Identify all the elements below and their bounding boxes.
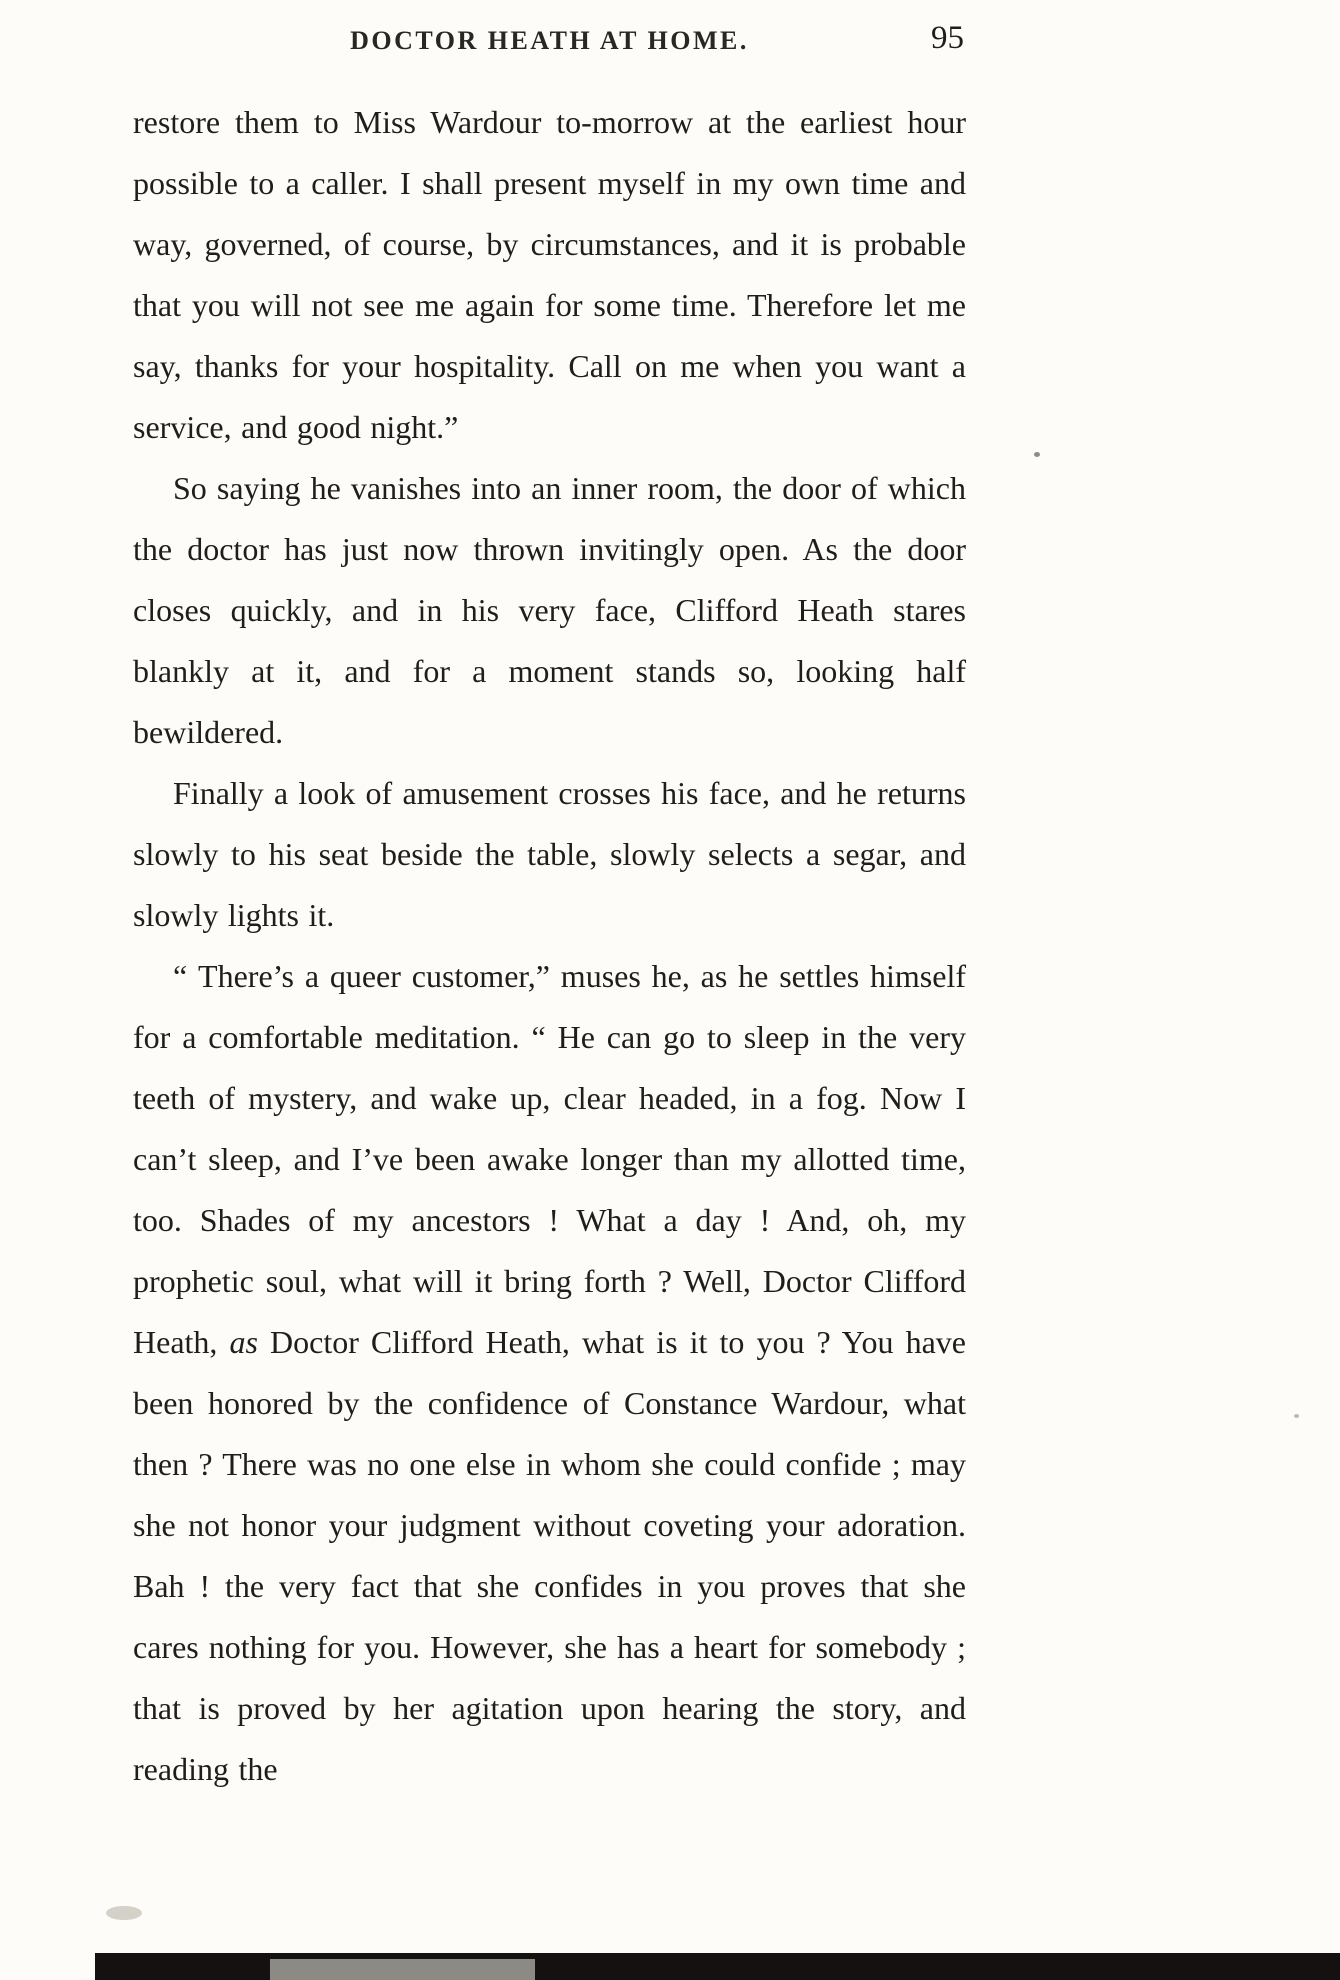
paragraph <box>133 946 966 1800</box>
paragraph <box>133 458 966 763</box>
scan-speck <box>1294 1414 1299 1418</box>
text-run: restore them to Miss Wardour to-morrow at the earliest hour possible to a caller. I shall present myself in my own time and way, governed, of course, by circumstances, and it is probable that you will not see me again for some time. Therefore let me say, thanks for your hospitality. Call on me when you want a service, and good night.” <box>133 104 966 445</box>
text-run: So saying he vanishes into an inner room, the door of which the doctor has just now thrown invitingly open. As the door closes quickly, and in his very face, Clifford Heath stares blankly at it, and for a moment stands so, looking half bewildered. <box>133 470 966 750</box>
text-column <box>133 20 966 1800</box>
scan-smudge <box>106 1906 142 1920</box>
page-body <box>133 92 966 1800</box>
scan-speck <box>1034 452 1040 457</box>
italic-text-run: as <box>229 1324 258 1360</box>
running-title: DOCTOR HEATH AT HOME. <box>350 26 749 55</box>
paragraph <box>133 92 966 458</box>
text-run: “ There’s a queer customer,” muses he, as he settles himself for a comfortable meditation. “ He can go to sleep in the very teeth of mystery, and wake up, clear headed, in a fog. Now I can’t sleep, and I’ve been awake longer than my allotted time, too. Shades of my ancestors ! What a day ! And, oh, my prophetic soul, what will it bring forth ? Well, Doctor Clifford Heath, <box>133 958 966 1360</box>
scan-artifact-light-patch <box>270 1959 535 1980</box>
paragraph <box>133 763 966 946</box>
text-run: Finally a look of amusement crosses his face, and he returns slowly to his seat beside the table, slowly selects a segar, and slowly lights it. <box>133 775 966 933</box>
page-number: 95 <box>931 20 964 56</box>
running-header <box>133 20 966 66</box>
text-run: Doctor Clifford Heath, what is it to you ? You have been honored by the confidence of Constance Wardour, what then ? There was no one else in whom she could confide ; may she not honor your judgment without coveting your adoration. Bah ! the very fact that she confides in you proves that she cares nothing for you. However, she has a heart for somebody ; that is proved by her agitation upon hearing the story, and reading the <box>133 1324 967 1787</box>
scan-artifact-bottom-edge <box>95 1953 1340 1980</box>
